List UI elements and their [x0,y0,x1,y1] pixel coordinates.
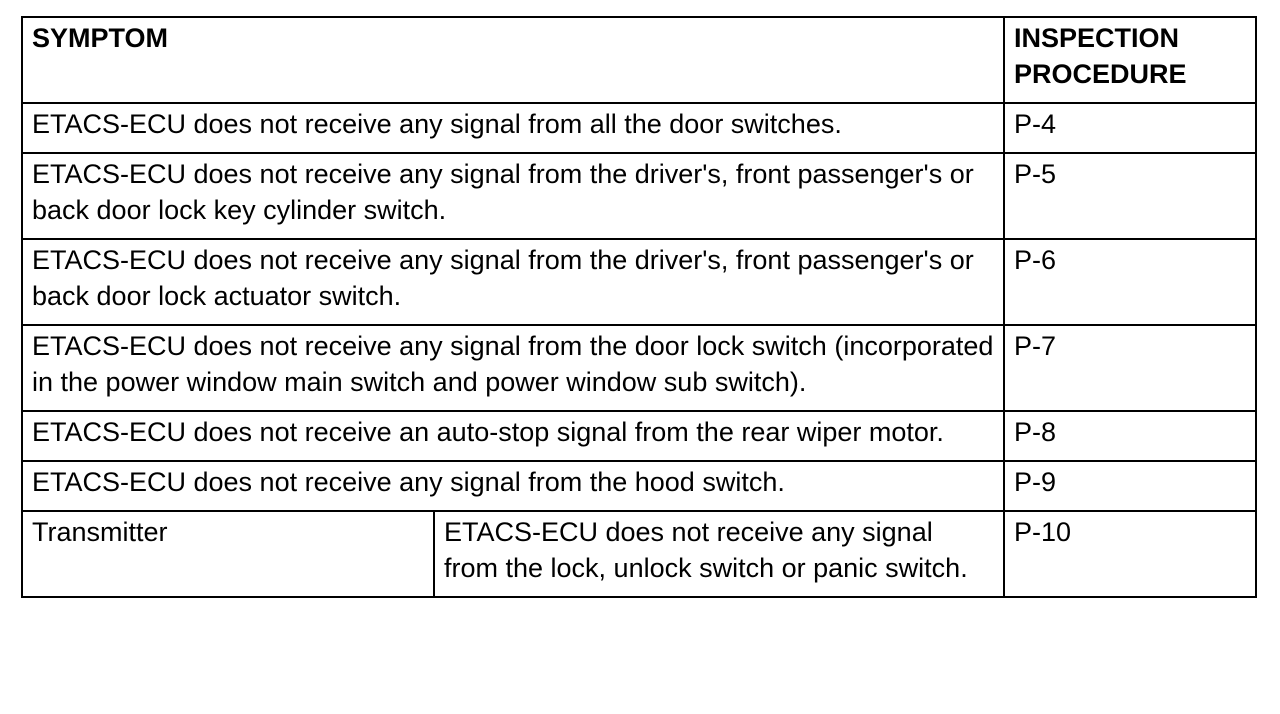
table-row [22,103,1256,153]
procedure-cell: P-10 [1004,511,1256,597]
table-row [22,411,1256,461]
symptom-cell: ETACS-ECU does not receive any signal from the driver's, front passenger's or back door lock key cylinder switch. [22,153,1004,239]
procedure-cell: P-6 [1004,239,1256,325]
procedure-cell: P-9 [1004,461,1256,511]
symptom-header: SYMPTOM [22,17,1004,103]
symptom-cell: ETACS-ECU does not receive any signal from the lock, unlock switch or panic switch. [434,511,1004,597]
procedure-cell: P-8 [1004,411,1256,461]
header-row [22,17,1256,103]
table-row [22,239,1256,325]
procedure-cell: P-7 [1004,325,1256,411]
symptom-cell: ETACS-ECU does not receive an auto-stop signal from the rear wiper motor. [22,411,1004,461]
procedure-cell: P-5 [1004,153,1256,239]
symptom-cell: ETACS-ECU does not receive any signal from all the door switches. [22,103,1004,153]
inspection-procedure-header: INSPECTION PROCEDURE [1004,17,1256,103]
procedure-cell: P-4 [1004,103,1256,153]
category-cell: Transmitter [22,511,434,597]
symptom-cell: ETACS-ECU does not receive any signal from the hood switch. [22,461,1004,511]
table-row [22,325,1256,411]
table-row [22,461,1256,511]
symptom-cell: ETACS-ECU does not receive any signal from the door lock switch (incorporated in the power window main switch and power window sub switch). [22,325,1004,411]
transmitter-row [22,511,1256,597]
table-row [22,153,1256,239]
symptom-cell: ETACS-ECU does not receive any signal from the driver's, front passenger's or back door lock actuator switch. [22,239,1004,325]
symptom-table [21,16,1257,598]
